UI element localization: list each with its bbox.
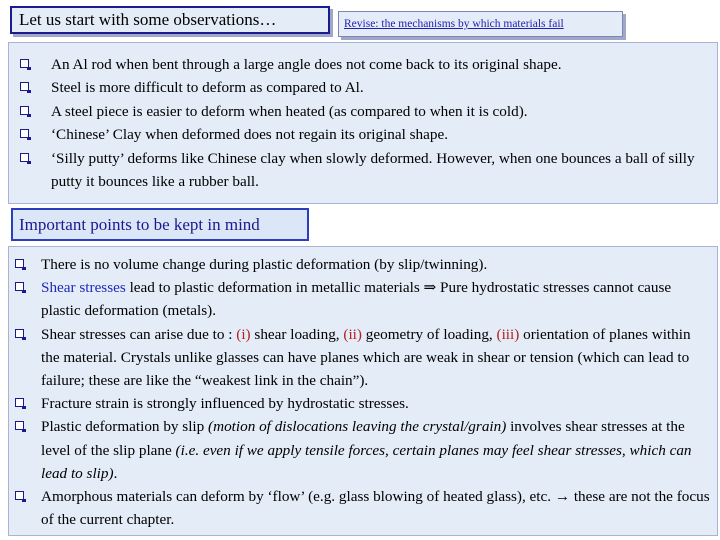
checkbox-bullet-icon <box>15 421 24 430</box>
list-item <box>9 415 711 485</box>
important-panel <box>8 246 718 536</box>
observation-text: An Al rod when bent through a large angle does not come back to its original shape. <box>51 56 562 73</box>
checkbox-bullet-icon <box>20 106 29 115</box>
revise-link[interactable]: Revise: the mechanisms by which materials fail <box>338 11 623 37</box>
point-text: . <box>113 464 118 482</box>
point-text: Plastic deformation by slip <box>41 418 209 436</box>
point-text: lead to plastic deformation in metallic materials ⇒ Pure hydrostatic stresses cannot cause plastic deformation (metals). <box>41 279 672 320</box>
list-item <box>9 392 711 415</box>
observation-text: Steel is more difficult to deform as compared to Al. <box>51 79 364 97</box>
checkbox-bullet-icon <box>20 153 29 162</box>
point-text: geometry of loading, <box>361 325 497 343</box>
slide-title: Let us start with some observations… <box>10 6 330 34</box>
checkbox-bullet-icon <box>15 491 24 500</box>
observations-list <box>9 43 717 193</box>
roman-numeral-label: (ii) <box>343 325 362 343</box>
point-text: Amorphous materials can deform by ‘flow’ (e.g. glass blowing of heated glass), etc. → these are not the focus of the current chapter. <box>41 488 710 529</box>
list-item <box>9 323 711 393</box>
list-item <box>9 253 711 276</box>
list-item <box>17 76 717 99</box>
list-item <box>9 485 711 531</box>
checkbox-bullet-icon <box>15 259 24 268</box>
observation-text: A steel piece is easier to deform when heated (as compared to when it is cold). <box>51 102 528 120</box>
list-item <box>17 53 717 76</box>
list-item <box>9 276 711 322</box>
point-text: Fracture strain is strongly influenced by hydrostatic stresses. <box>41 395 409 413</box>
checkbox-bullet-icon <box>20 129 29 138</box>
point-text: involves shear stresses at the level of the slip plane <box>41 418 685 459</box>
important-list <box>9 247 717 531</box>
shear-stresses-highlight: Shear stresses <box>41 279 126 297</box>
roman-numeral-label: (i) <box>236 325 251 343</box>
checkbox-bullet-icon <box>20 59 29 68</box>
checkbox-bullet-icon <box>15 398 24 407</box>
list-item <box>17 123 717 146</box>
checkbox-bullet-icon <box>15 282 24 291</box>
important-heading: Important points to be kept in mind <box>11 208 309 241</box>
point-text: orientation of planes within the material. Crystals unlike glasses can have planes which are weak in shear or tension (which can lead to failure; these are like the “weakest link in the chain”). <box>41 325 691 390</box>
checkbox-bullet-icon <box>15 329 24 338</box>
list-item <box>17 147 717 194</box>
observation-text: ‘Silly putty’ deforms like Chinese clay when slowly deformed. However, when one bounces a ball of silly putty it bounces like a rubber ball. <box>51 149 695 191</box>
point-text: Shear stresses can arise due to : <box>41 325 237 343</box>
checkbox-bullet-icon <box>20 82 29 91</box>
point-text: There is no volume change during plastic deformation (by slip/twinning). <box>41 256 488 273</box>
observations-panel <box>8 42 718 204</box>
italic-note: (motion of dislocations leaving the crystal/grain) <box>208 418 507 436</box>
roman-numeral-label: (iii) <box>496 325 520 343</box>
point-text: shear loading, <box>250 325 344 343</box>
italic-note: (i.e. even if we apply tensile forces, certain planes may feel shear stresses, which can lead to slip) <box>41 441 692 482</box>
observation-text: ‘Chinese’ Clay when deformed does not regain its original shape. <box>51 126 449 144</box>
list-item <box>17 100 717 123</box>
